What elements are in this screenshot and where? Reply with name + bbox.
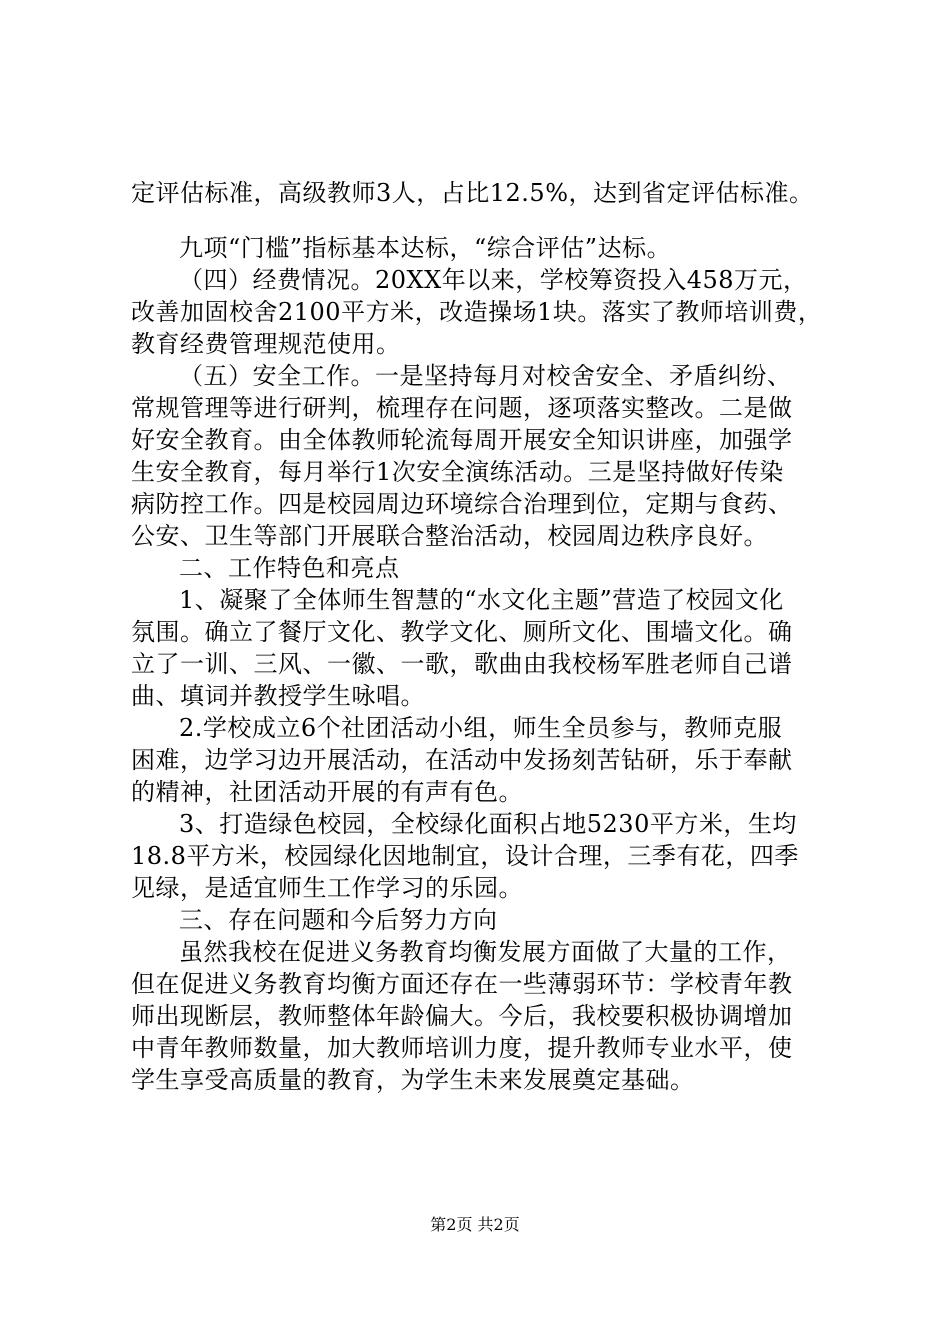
text-line: 师出现断层，教师整体年龄偏大。今后，我校要积极协调增加: [131, 1002, 793, 1030]
text-line: 改善加固校舍2100平方米，改造操场1块。落实了教师培训费，: [131, 298, 823, 326]
section-heading: 二、工作特色和亮点: [179, 554, 400, 582]
text-line: 好安全教育。由全体教师轮流每周开展安全知识讲座，加强学: [131, 426, 793, 454]
text-line: 18.8平方米，校园绿化因地制宜，设计合理，三季有花，四季: [131, 842, 799, 870]
text-line: 1、凝聚了全体师生智慧的“水文化主题”营造了校园文化: [179, 586, 784, 614]
text-line: 虽然我校在促进义务教育均衡发展方面做了大量的工作，: [179, 938, 792, 966]
text-line: （四）经费情况。20XX年以来，学校筹资投入458万元，: [179, 266, 808, 294]
text-line: 九项“门槛”指标基本达标，“综合评估”达标。: [179, 234, 672, 262]
text-line: 困难，边学习边开展活动，在活动中发扬刻苦钻研，乐于奉献: [131, 746, 793, 774]
text-line: 病防控工作。四是校园周边环境综合治理到位，定期与食药、: [131, 490, 793, 518]
text-line: （五）安全工作。一是坚持每月对校舍安全、矛盾纠纷、: [179, 362, 792, 390]
text-line: 定评估标准，高级教师3人，占比12.5%，达到省定评估标准。: [131, 179, 814, 207]
text-line: 3、打造绿色校园，全校绿化面积占地5230平方米，生均: [179, 810, 797, 838]
page-footer: 第2页 共2页: [430, 1215, 520, 1234]
text-line: 立了一训、三风、一徽、一歌，歌曲由我校杨军胜老师自己谱: [131, 650, 793, 678]
text-line: 公安、卫生等部门开展联合整治活动，校园周边秩序良好。: [131, 522, 768, 550]
text-line: 常规管理等进行研判，梳理存在问题，逐项落实整改。二是做: [131, 394, 793, 422]
text-line: 曲、填词并教授学生咏唱。: [131, 682, 425, 710]
text-line: 生安全教育，每月举行1次安全演练活动。三是坚持做好传染: [131, 458, 784, 486]
text-line: 2.学校成立6个社团活动小组，师生全员参与，教师克服: [179, 714, 783, 742]
section-heading: 三、存在问题和今后努力方向: [179, 906, 498, 934]
text-line: 但在促进义务教育均衡方面还存在一些薄弱环节：学校青年教: [131, 970, 793, 998]
text-line: 氛围。确立了餐厅文化、教学文化、厕所文化、围墙文化。确: [131, 618, 793, 646]
text-line: 学生享受高质量的教育，为学生未来发展奠定基础。: [131, 1066, 695, 1094]
text-line: 中青年教师数量，加大教师培训力度，提升教师专业水平，使: [131, 1034, 793, 1062]
text-line: 的精神，社团活动开展的有声有色。: [131, 778, 523, 806]
text-line: 教育经费管理规范使用。: [131, 330, 401, 358]
text-line: 见绿，是适宜师生工作学习的乐园。: [131, 874, 523, 902]
